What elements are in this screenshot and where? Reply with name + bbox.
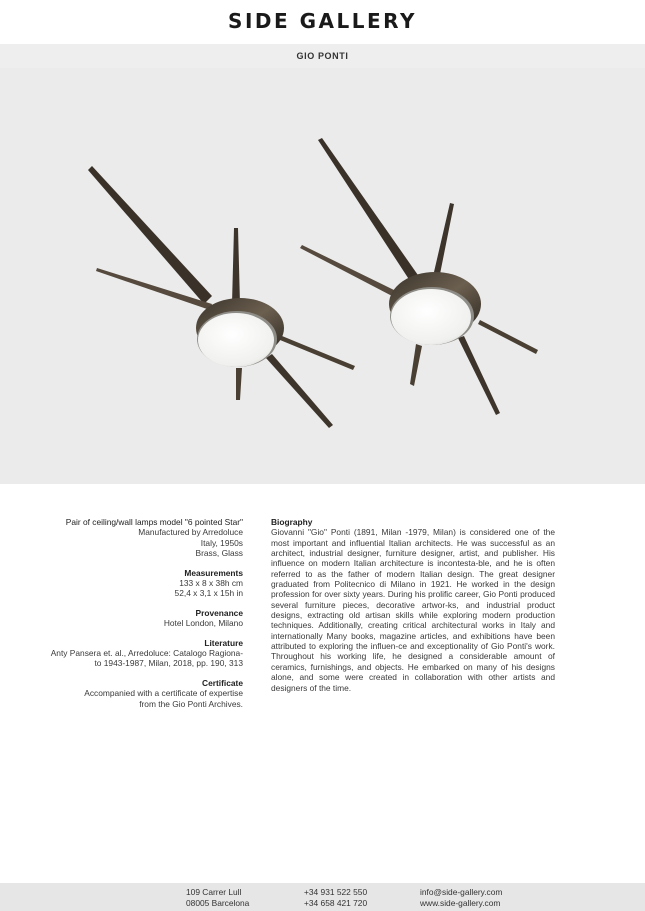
lamp-right [300, 138, 538, 415]
website-link[interactable]: www.side-gallery.com [420, 898, 501, 908]
measurements-cm: 133 x 8 x 38h cm [179, 578, 243, 589]
brand-logo: SIDE GALLERY [228, 9, 417, 33]
provenance: Hotel London, Milano [163, 618, 243, 629]
materials: Brass, Glass [195, 548, 243, 559]
biography-section [271, 517, 555, 693]
footer-phones [304, 887, 367, 909]
item-details [30, 517, 243, 709]
lamp-left [88, 166, 355, 428]
email-link[interactable]: info@side-gallery.com [420, 887, 503, 897]
certificate-label: Certificate [202, 677, 243, 688]
footer [0, 883, 645, 911]
literature-line2: to 1943-1987, Milan, 2018, pp. 190, 313 [94, 658, 243, 669]
literature-line1: Anty Pansera et. al., Arredoluce: Catalogo Ragiona- [50, 648, 243, 659]
provenance-label: Provenance [195, 607, 243, 618]
artist-name: GIO PONTI [0, 44, 645, 68]
header [0, 0, 645, 44]
measurements-in: 52,4 x 3,1 x 15h in [174, 588, 243, 599]
measurements-label: Measurements [184, 567, 243, 578]
star-lamps-illustration [0, 68, 645, 484]
biography-label: Biography [271, 517, 313, 527]
footer-contact [420, 887, 502, 909]
phone-2[interactable]: +34 658 421 720 [304, 898, 368, 908]
certificate-line1: Accompanied with a certificate of expertise [84, 688, 243, 699]
address-line1: 109 Carrer Lull [186, 887, 242, 897]
product-photo [0, 68, 645, 484]
certificate-line2: from the Gio Ponti Archives. [139, 698, 243, 709]
phone-1[interactable]: +34 931 522 550 [304, 887, 368, 897]
biography-text: Giovanni "Gio" Ponti (1891, Milan -1979, Milan) is considered one of the most important and influential Italian architects. He was successful as an architect, industrial designer, furniture designer, artist, and publisher. His influence on modern Italian architecture is incontesta-ble, and he is often referred to as the father of modern Italian design. The great designer graduated from Politecnico di Milano in 1921. He worked in the design profession for over sixty years. During his prolific career, Gio Ponti produced several furniture pieces, decorative artwor-ks, and industrial product designs, extracting old artisan skills while exploring modern production techniques. Additionally, creating critical architectural works in Italy and internationally Many books, magazine articles, and exhibitions have been attributed to exploring the influen-ce and exceptionality of Gio Ponti's work. Throughout his working life, he designed a considerable amount of ceramics, furnishings, and objects. He embarked on many of his designs alone, and some were created in collaboration with other artists and designers of the time. [271, 527, 555, 693]
footer-address [186, 887, 249, 909]
origin: Italy, 1950s [200, 537, 243, 548]
item-title: Pair of ceiling/wall lamps model "6 pointed Star" [65, 517, 243, 527]
manufacturer: Manufactured by Arredoluce [138, 527, 243, 538]
address-line2: 08005 Barcelona [186, 898, 250, 908]
literature-label: Literature [204, 637, 243, 648]
